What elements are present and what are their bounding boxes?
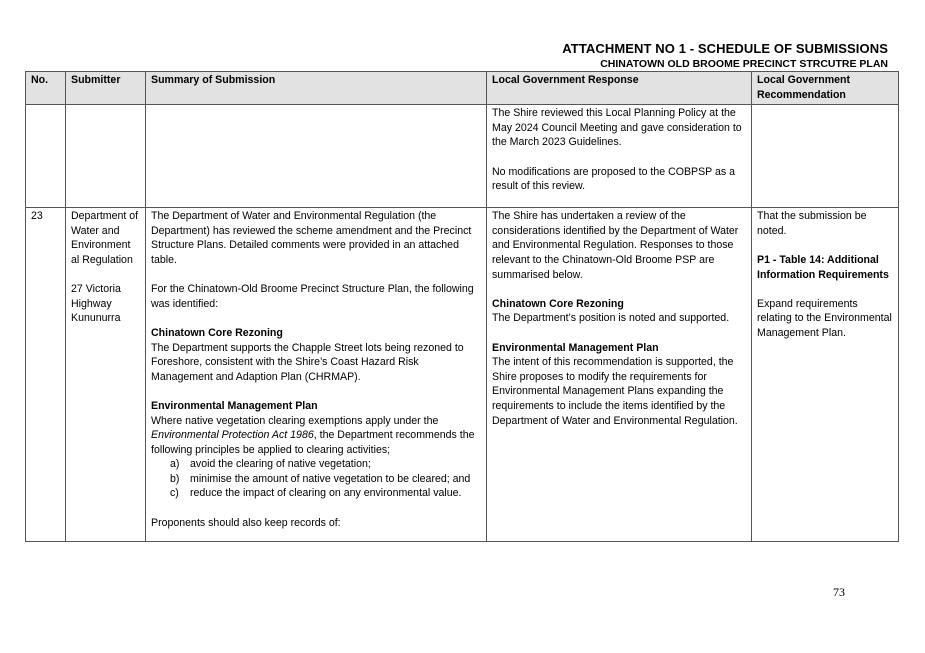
response-paragraph: The Department’s position is noted and supported. (492, 312, 730, 325)
schedule-table (25, 71, 899, 542)
summary-paragraph: The Department supports the Chapple Street lots being rezoned to Foreshore, consistent with the Shire’s Coast Hazard Risk Management and Adaption Plan (CHRMAP). (151, 341, 464, 383)
recommendation-paragraph: That the submission be noted. (757, 210, 867, 237)
table-row-23 (26, 208, 899, 542)
col-header-response: Local Government Response (487, 72, 752, 105)
summary-paragraph: For the Chinatown-Old Broome Precinct Structure Plan, the following was identified: (151, 283, 474, 310)
page-number: 73 (833, 585, 845, 599)
response-paragraph: The Shire reviewed this Local Planning Policy at the May 2024 Council Meeting and gave consideration to the March 2023 Guidelines. (492, 107, 742, 149)
cell-summary (146, 105, 487, 208)
summary-paragraph: Where native vegetation clearing exemptions apply under the Environmental Protection Act 1986, the Department recommends the following principles be applied to clearing activities; (151, 414, 475, 456)
cell-recommendation (752, 208, 899, 542)
submitter-name: Department of Water and Environment al Regulation (71, 210, 139, 266)
act-name: Environmental Protection Act 1986 (151, 429, 314, 442)
table-row-continued (26, 105, 899, 208)
cell-submitter (66, 208, 146, 542)
summary-heading: Chinatown Core Rezoning (151, 326, 283, 339)
col-header-no: No. (26, 72, 66, 105)
cell-recommendation (752, 105, 899, 208)
summary-paragraph: The Department of Water and Environmental Regulation (the Department) has reviewed the scheme amendment and the Precinct Structure Plans. Detailed comments were provided in an attached table. (151, 210, 472, 266)
cell-response (487, 105, 752, 208)
document-title: ATTACHMENT NO 1 - SCHEDULE OF SUBMISSIONS (562, 41, 888, 56)
response-paragraph: The intent of this recommendation is supported, the Shire proposes to modify the requirements for Environmental Management Plans expanding the requirements to include the items identified by the Department of Water and Environmental Regulation. (492, 356, 738, 427)
col-header-submitter: Submitter (66, 72, 146, 105)
summary-paragraph: Proponents should also keep records of: (151, 516, 341, 529)
table-header-row (26, 72, 899, 105)
response-heading: Chinatown Core Rezoning (492, 297, 624, 310)
response-paragraph: The Shire has undertaken a review of the considerations identified by the Department of Water and Environmental Regulation. Responses to those relevant to the Chinatown-Old Broome PSP are summarised below. (492, 210, 739, 281)
submitter-address: 27 Victoria Highway Kununurra (71, 283, 121, 325)
recommendation-paragraph: Expand requirements relating to the Environmental Management Plan. (757, 297, 892, 339)
list-item: c) reduce the impact of clearing on any environmental value. (170, 487, 462, 500)
summary-heading: Environmental Management Plan (151, 399, 318, 412)
cell-submitter (66, 105, 146, 208)
list-item: b) minimise the amount of native vegetation to be cleared; and (170, 472, 471, 485)
list-item: a) avoid the clearing of native vegetation; (170, 458, 371, 471)
col-header-recommendation: Local Government Recommendation (752, 72, 899, 105)
cell-summary (146, 208, 487, 542)
submission-number: 23 (26, 208, 66, 542)
col-header-summary: Summary of Submission (146, 72, 487, 105)
response-paragraph: No modifications are proposed to the COBPSP as a result of this review. (492, 165, 736, 193)
cell-no (26, 105, 66, 208)
document-subtitle: CHINATOWN OLD BROOME PRECINCT STRCUTRE PLAN (600, 58, 888, 70)
cell-response (487, 208, 752, 542)
recommendation-heading: P1 - Table 14: Additional Information Requirements (757, 253, 889, 281)
response-heading: Environmental Management Plan (492, 341, 659, 354)
